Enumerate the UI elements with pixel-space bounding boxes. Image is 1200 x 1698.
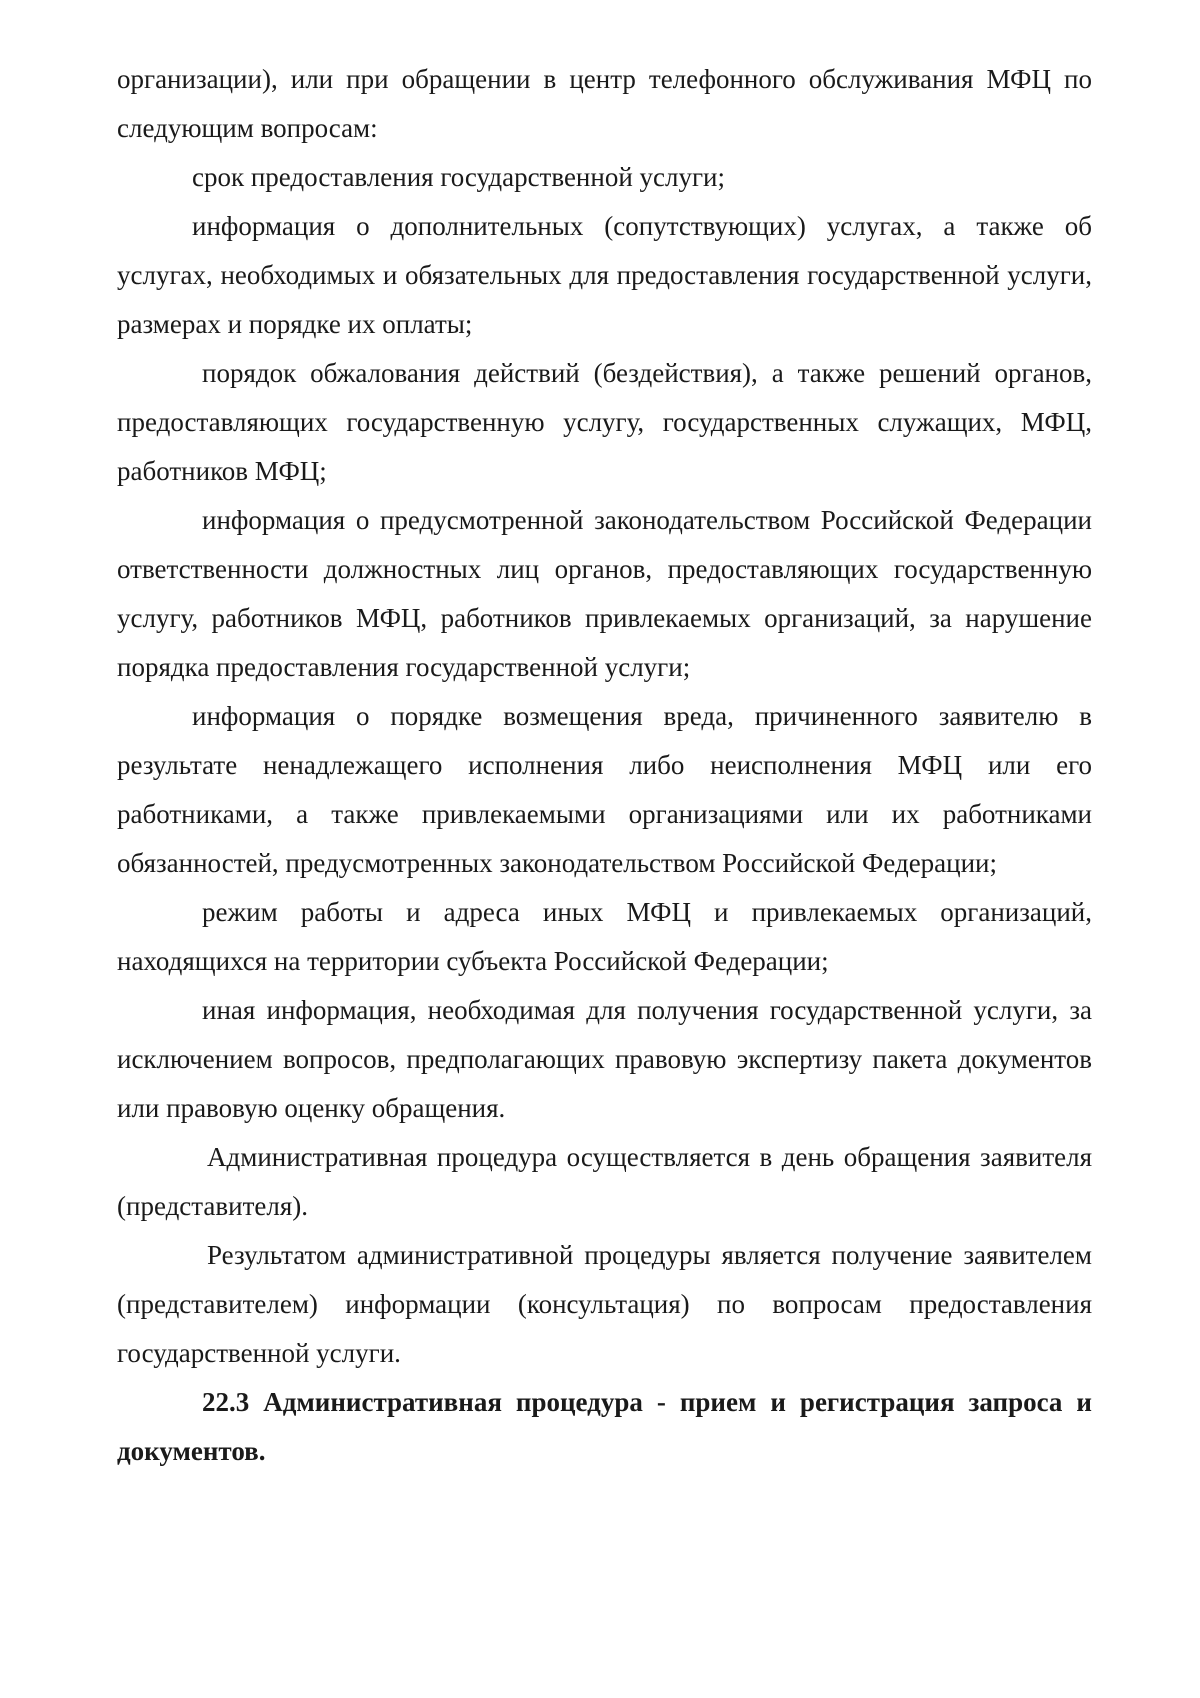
paragraph-procedure-timing: Административная процедура осуществляется в день обращения заявителя (представителя). [117,1142,1092,1221]
paragraph-procedure-result: Результатом административной процедуры является получение заявителем (представителем) информации (консультация) по вопросам предоставления государственной услуги. [117,1240,1092,1368]
paragraph-continuation: организации), или при обращении в центр телефонного обслуживания МФЦ по следующим вопросам: [117,64,1092,143]
list-item-damage-compensation: информация о порядке возмещения вреда, причиненного заявителю в результате ненадлежащего исполнения либо неисполнения МФЦ или его работниками, а также привлекаемыми организациями или их работниками обязанностей, предусмотренных законодательством Российской Федерации; [117,701,1092,878]
list-item-other-info: иная информация, необходимая для получения государственной услуги, за исключением вопросов, предполагающих правовую экспертизу пакета документов или правовую оценку обращения. [117,995,1092,1123]
document-body [117,55,1092,1476]
list-item-work-schedule: режим работы и адреса иных МФЦ и привлекаемых организаций, находящихся на территории субъекта Российской Федерации; [117,897,1092,976]
list-item-liability: информация о предусмотренной законодательством Российской Федерации ответственности должностных лиц органов, предоставляющих государственную услугу, работников МФЦ, работников привлекаемых организаций, за нарушение порядка предоставления государственной услуги; [117,505,1092,682]
list-item-service-term: срок предоставления государственной услуги; [192,162,726,192]
list-item-appeal-procedure: порядок обжалования действий (бездействия), а также решений органов, предоставляющих государственную услугу, государственных служащих, МФЦ, работников МФЦ; [117,358,1092,486]
list-item-additional-services: информация о дополнительных (сопутствующих) услугах, а также об услугах, необходимых и обязательных для предоставления государственной услуги, размерах и порядке их оплаты; [117,211,1092,339]
section-heading: 22.3 Административная процедура - прием и регистрация запроса и документов. [117,1387,1092,1466]
